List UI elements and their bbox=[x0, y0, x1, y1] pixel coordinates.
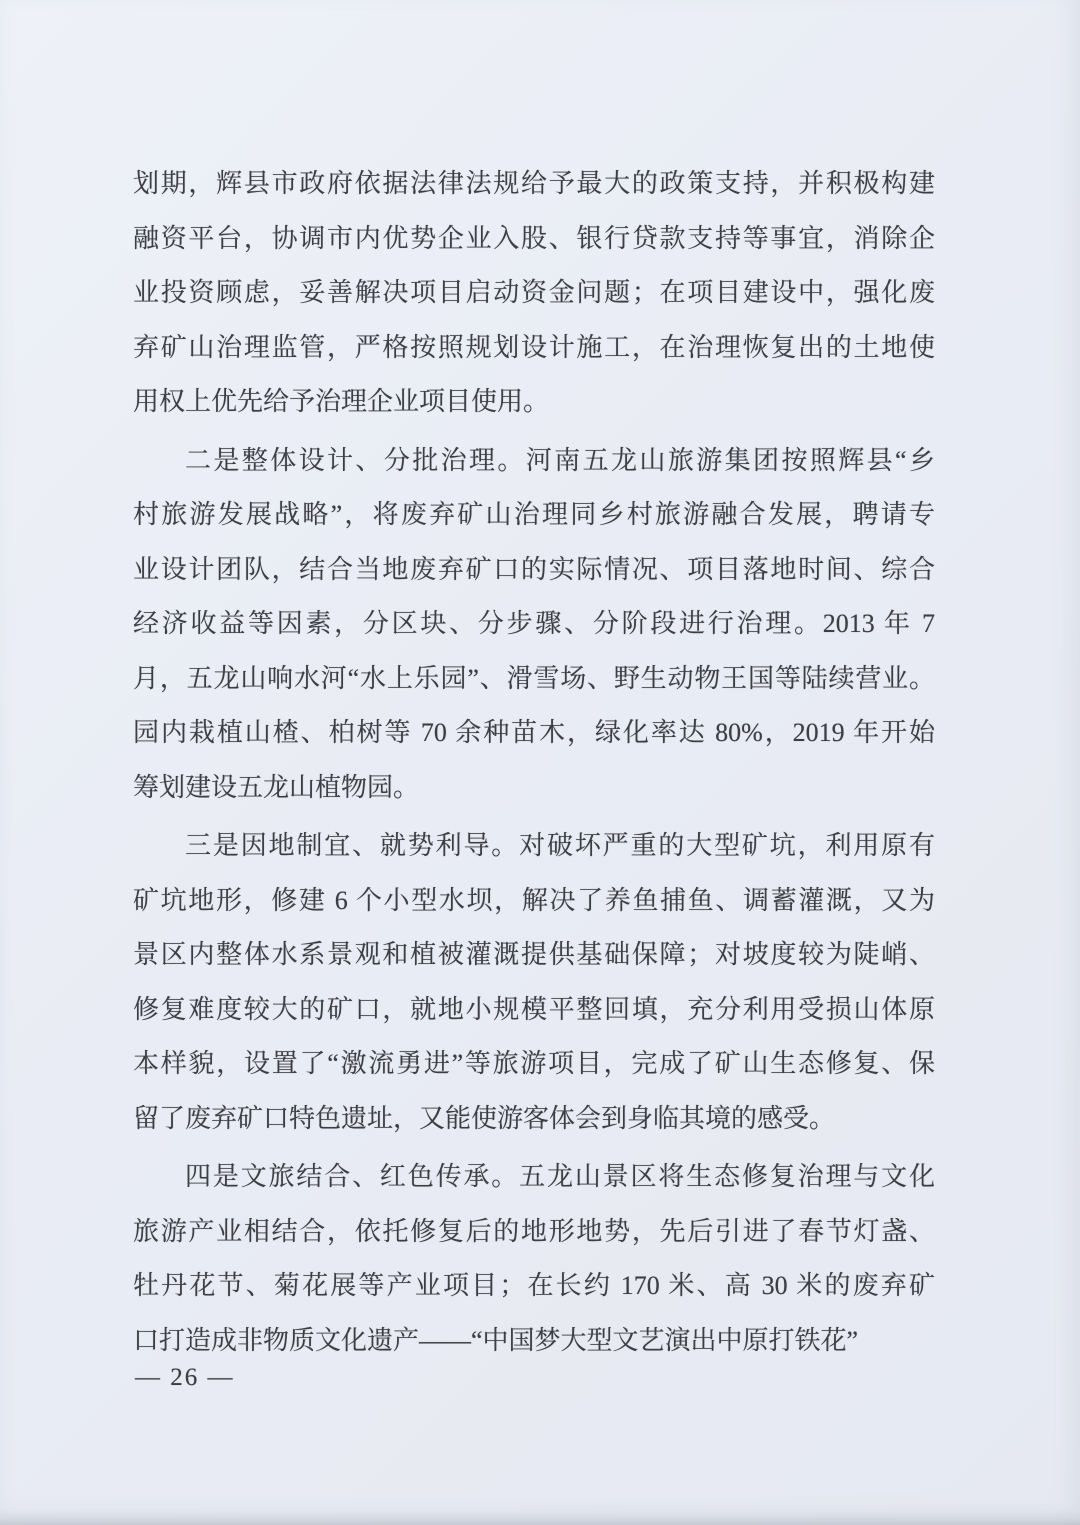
text-line: 月，五龙山响水河“水上乐园”、滑雪场、野生动物王国等陆续营业。 bbox=[133, 663, 935, 693]
text-line: 四是文旅结合、红色传承。五龙山景区将生态修复治理与文化 bbox=[185, 1162, 935, 1191]
text-line: 融资平台，协调市内优势企业入股、银行贷款支持等事宜，消除企 bbox=[133, 223, 935, 253]
text-line: 修复难度较大的矿口，就地小规模平整回填，充分利用受损山体原 bbox=[133, 994, 935, 1024]
text-line: 口打造成非物质文化遗产——“中国梦大型文艺演出中原打铁花” bbox=[133, 1325, 859, 1355]
text-line: 业投资顾虑，妥善解决项目启动资金问题；在项目建设中，强化废 bbox=[133, 278, 935, 307]
paragraph bbox=[133, 1150, 935, 1368]
text-line: 矿坑地形，修建 6 个小型水坝，解决了养鱼捕鱼、调蓄灌溉，又为 bbox=[133, 885, 935, 915]
text-line: 二是整体设计、分批治理。河南五龙山旅游集团按照辉县“乡 bbox=[185, 445, 935, 475]
text-line: 本样貌，设置了“激流勇进”等旅游项目，完成了矿山生态修复、保 bbox=[133, 1049, 935, 1078]
paragraph bbox=[133, 157, 935, 430]
paragraph bbox=[133, 434, 935, 816]
text-line: 留了废弃矿口特色遗址，又能使游客体会到身临其境的感受。 bbox=[133, 1103, 836, 1133]
text-line: 经济收益等因素，分区块、分步骤、分阶段进行治理。2013 年 7 bbox=[133, 609, 935, 638]
text-line: 划期，辉县市政府依据法律法规给予最大的政策支持，并积极构建 bbox=[133, 169, 935, 198]
text-line: 牡丹花节、菊花展等产业项目；在长约 170 米、高 30 米的废弃矿 bbox=[133, 1271, 935, 1300]
text-line: 旅游产业相结合，依托修复后的地形地势，先后引进了春节灯盏、 bbox=[133, 1216, 935, 1246]
body-text bbox=[133, 157, 935, 1368]
paragraph bbox=[133, 819, 935, 1146]
text-line: 三是因地制宜、就势利导。对破坏严重的大型矿坑，利用原有 bbox=[185, 831, 935, 860]
page-number: — 26 — bbox=[135, 1364, 235, 1391]
text-line: 用权上优先给予治理企业项目使用。 bbox=[133, 387, 550, 416]
text-line: 景区内整体水系景观和植被灌溉提供基础保障；对坡度较为陡峭、 bbox=[133, 940, 935, 969]
text-line: 村旅游发展战略”，将废弃矿山治理同乡村旅游融合发展，聘请专 bbox=[133, 500, 935, 529]
text-line: 筹划建设五龙山植物园。 bbox=[133, 772, 420, 802]
scan-shadow-bottom bbox=[0, 1509, 1080, 1525]
text-line: 业设计团队，结合当地废弃矿口的实际情况、项目落地时间、综合 bbox=[133, 554, 935, 584]
text-line: 园内栽植山楂、柏树等 70 余种苗木，绿化率达 80%，2019 年开始 bbox=[133, 718, 935, 747]
text-line: 弃矿山治理监管，严格按照规划设计施工，在治理恢复出的土地使 bbox=[133, 332, 935, 362]
